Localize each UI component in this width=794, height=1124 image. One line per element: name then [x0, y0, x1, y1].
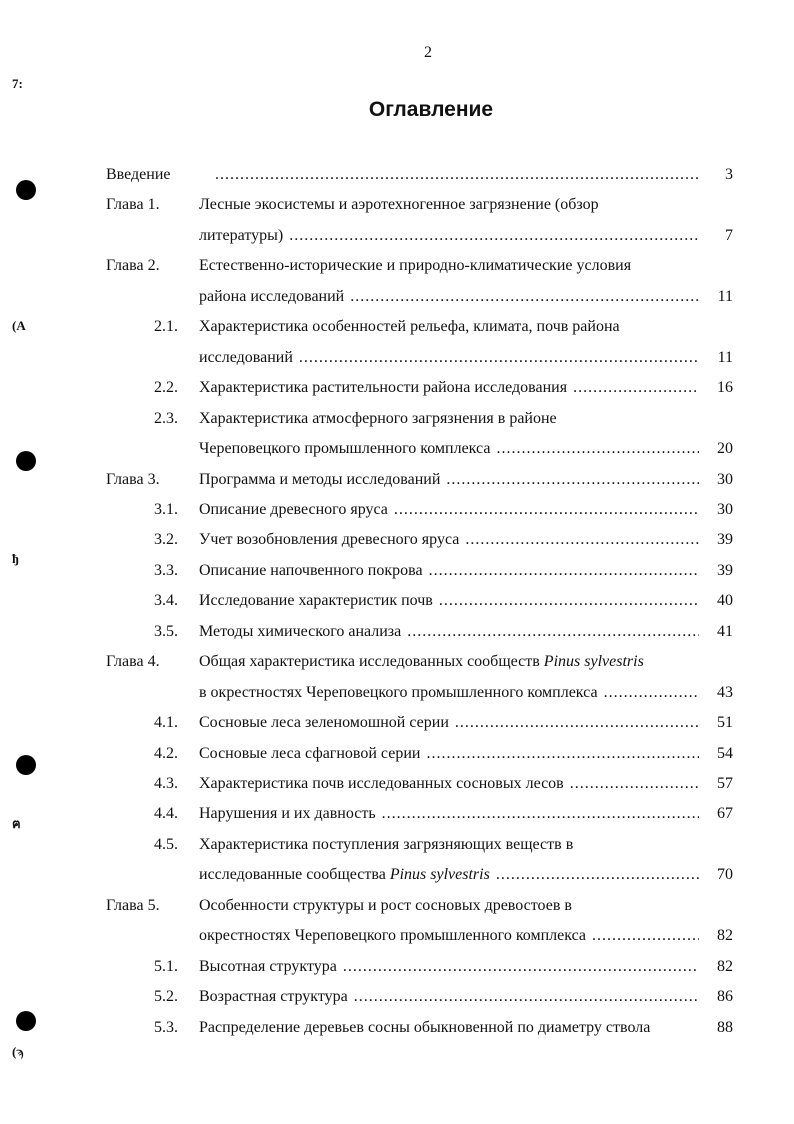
dot-leader	[299, 346, 699, 370]
dot-leader	[604, 681, 699, 705]
page-title: Оглавление	[368, 98, 494, 121]
toc-line	[0, 407, 794, 431]
toc-line	[0, 224, 794, 248]
toc-line	[0, 802, 794, 826]
toc-page-number: 20	[717, 440, 733, 458]
toc-entry-text	[199, 955, 699, 979]
toc-line	[0, 163, 794, 187]
dot-leader	[354, 985, 699, 1009]
toc-page-number: 30	[717, 470, 733, 488]
dot-leader	[446, 468, 699, 492]
text-segment: Учет возобновления древесного яруса	[199, 531, 460, 549]
toc-page-number: 3	[725, 166, 733, 183]
toc-entry-label: Глава 5.	[106, 896, 160, 914]
margin-mark: ђ	[12, 551, 19, 566]
toc-entry-label: 2.3.	[154, 409, 178, 427]
margin-mark: ฅ	[12, 816, 21, 831]
text-segment: литературы)	[199, 226, 284, 244]
text-segment: Программа и методы исследований	[199, 470, 441, 488]
toc-entry-text	[199, 224, 699, 248]
toc-line	[0, 833, 794, 857]
toc-entry-text	[199, 376, 699, 400]
page-number: 2	[424, 44, 432, 61]
text-segment: Характеристика атмосферного загрязнения в районе	[199, 409, 557, 427]
toc-entry-text	[199, 193, 699, 217]
toc-entry-text	[199, 711, 699, 735]
toc-line	[0, 559, 794, 583]
toc-entry-text	[199, 802, 699, 826]
toc-entry-label: Глава 2.	[106, 257, 160, 275]
toc-entry-label: Глава 4.	[106, 653, 160, 671]
toc-entry-label: 4.3.	[154, 775, 178, 792]
toc-page-number: 88	[717, 1018, 733, 1036]
toc-entry-label: 2.1.	[154, 318, 178, 336]
toc-line	[0, 772, 794, 796]
species-name: Pinus sylvestris	[543, 653, 644, 671]
margin-mark: (ϡ	[12, 1044, 24, 1059]
toc-page-number: 86	[717, 988, 733, 1006]
toc-entry-label: 4.5.	[154, 835, 178, 853]
toc-page-number: 82	[717, 927, 733, 945]
toc-entry-label: 3.3.	[154, 561, 178, 579]
toc-page-number: 7	[725, 226, 733, 244]
toc-page-number: 70	[717, 866, 733, 884]
text-segment: Нарушения и их давность	[199, 805, 376, 823]
toc-entry-label: 2.2.	[154, 379, 178, 397]
margin-mark: 7:	[12, 76, 23, 91]
dot-leader	[350, 285, 699, 309]
toc-entry-text	[199, 254, 699, 278]
toc-entry-text	[199, 863, 699, 887]
dot-leader	[573, 376, 699, 400]
toc-page-number: 51	[717, 714, 733, 732]
toc-entry-text	[199, 437, 699, 461]
toc-entry-text	[199, 285, 699, 309]
text-segment: Описание древесного яруса	[199, 500, 388, 518]
toc-entry-text	[199, 833, 699, 857]
toc-entry-text	[199, 528, 699, 552]
toc-entry-label: 3.1.	[154, 500, 178, 518]
toc-page-number: 67	[717, 805, 733, 823]
toc-line	[0, 498, 794, 522]
toc-entry-label: Глава 3.	[106, 470, 160, 488]
toc-entry-text	[199, 315, 699, 339]
toc-entry-text	[199, 498, 699, 522]
text-segment: окрестностях Череповецкого промышленного комплекса	[199, 927, 587, 945]
toc-line	[0, 1016, 794, 1040]
dot-leader	[394, 498, 699, 522]
toc-entry-text	[215, 163, 699, 187]
text-segment: Характеристика особенностей рельефа, климата, почв района	[199, 318, 620, 336]
toc-page-number: 11	[717, 348, 733, 366]
toc-entry-text	[199, 589, 699, 613]
toc-line	[0, 955, 794, 979]
toc-page-number: 40	[717, 592, 733, 610]
toc-line	[0, 742, 794, 766]
toc-page-number: 43	[717, 683, 733, 701]
text-segment: исследований	[199, 348, 293, 366]
text-segment: района исследований	[199, 287, 345, 305]
toc-entry-label: 3.4.	[154, 592, 178, 610]
text-segment: Естественно-исторические и природно-климатические условия	[199, 257, 632, 275]
toc-page-number: 82	[717, 957, 733, 975]
text-segment: Распределение деревьев сосны обыкновенной по диаметру ствола	[199, 1018, 651, 1036]
toc-entry-text	[199, 559, 699, 583]
toc-line	[0, 315, 794, 339]
toc-line	[0, 711, 794, 735]
dot-leader	[343, 955, 699, 979]
text-segment: Методы химического анализа	[199, 622, 402, 640]
text-segment: Возрастная структура	[199, 988, 348, 1006]
text-segment: Исследование характеристик почв	[199, 592, 433, 610]
text-segment: Общая характеристика исследованных сообществ	[199, 653, 544, 671]
toc-entry-text	[199, 772, 699, 796]
text-segment: Череповецкого промышленного комплекса	[199, 440, 491, 458]
dot-leader	[407, 620, 699, 644]
toc-page-number: 11	[717, 287, 733, 305]
toc-entry-label: 5.1.	[154, 957, 178, 975]
toc-line	[0, 285, 794, 309]
toc-line	[0, 528, 794, 552]
toc-entry-text	[199, 650, 699, 674]
toc-line	[0, 193, 794, 217]
dot-leader	[592, 924, 699, 948]
text-segment: Сосновые леса сфагновой серии	[199, 744, 421, 762]
toc-entry-text	[199, 407, 699, 431]
toc-entry-text	[199, 894, 699, 918]
text-segment: Сосновые леса зеленомошной серии	[199, 714, 449, 732]
toc-line	[0, 376, 794, 400]
text-segment: Особенности структуры и рост сосновых древостоев в	[199, 896, 572, 914]
toc-page-number: 16	[717, 379, 733, 397]
toc-entry-text	[199, 985, 699, 1009]
toc-entry-label: 4.1.	[154, 714, 178, 732]
text-segment: исследованные сообщества	[199, 866, 390, 884]
text-segment: Описание напочвенного покрова	[199, 561, 423, 579]
toc-entry-text	[199, 620, 699, 644]
toc-entry-label: 3.5.	[154, 622, 178, 640]
dot-leader	[382, 802, 699, 826]
margin-mark: (A	[12, 318, 26, 333]
toc-entry-label: 3.2.	[154, 531, 178, 549]
toc-line	[0, 254, 794, 278]
text-segment: Лесные экосистемы и аэротехногенное загрязнение (обзор	[199, 196, 599, 214]
species-name: Pinus sylvestris	[389, 866, 490, 884]
dot-leader	[439, 589, 699, 613]
toc-entry-label: Глава 1.	[106, 196, 160, 214]
toc-line	[0, 650, 794, 674]
toc-page-number: 30	[717, 500, 733, 518]
toc-line	[0, 620, 794, 644]
toc-entry-label: 4.2.	[154, 744, 178, 762]
toc-entry-text	[199, 1016, 699, 1040]
text-segment: Высотная структура	[199, 957, 337, 975]
dot-leader	[289, 224, 699, 248]
toc-entry-label: 4.4.	[154, 805, 178, 823]
toc-line	[0, 863, 794, 887]
toc-entry-label: 5.2.	[154, 988, 178, 1006]
dot-leader	[426, 742, 699, 766]
toc-page-number: 39	[717, 531, 733, 549]
toc-line	[0, 894, 794, 918]
toc-entry-text	[199, 924, 699, 948]
toc-page-number: 57	[717, 775, 733, 792]
text-segment: Характеристика почв исследованных сосновых лесов	[199, 775, 564, 792]
toc-entry-label: Введение	[106, 166, 171, 183]
toc-line	[0, 468, 794, 492]
toc-entry-text	[199, 468, 699, 492]
toc-entry-text	[199, 346, 699, 370]
toc-line	[0, 437, 794, 461]
toc-entry-text	[199, 681, 699, 705]
toc-page-number: 41	[717, 622, 733, 640]
dot-leader	[429, 559, 699, 583]
toc-line	[0, 985, 794, 1009]
dot-leader	[570, 772, 699, 796]
toc-line	[0, 346, 794, 370]
toc-entry-text	[199, 742, 699, 766]
toc-line	[0, 589, 794, 613]
dot-leader	[465, 528, 699, 552]
toc-page-number: 54	[717, 744, 733, 762]
dot-leader	[496, 863, 699, 887]
toc-line	[0, 681, 794, 705]
text-segment: Характеристика поступления загрязняющих веществ в	[199, 835, 574, 853]
toc-page-number: 39	[717, 561, 733, 579]
text-segment: в окрестностях Череповецкого промышленного комплекса	[199, 683, 598, 701]
text-segment: Характеристика растительности района исследования	[199, 379, 568, 397]
dot-leader	[215, 163, 699, 187]
toc-entry-label: 5.3.	[154, 1018, 178, 1036]
dot-leader	[496, 437, 699, 461]
toc-line	[0, 924, 794, 948]
dot-leader	[455, 711, 699, 735]
